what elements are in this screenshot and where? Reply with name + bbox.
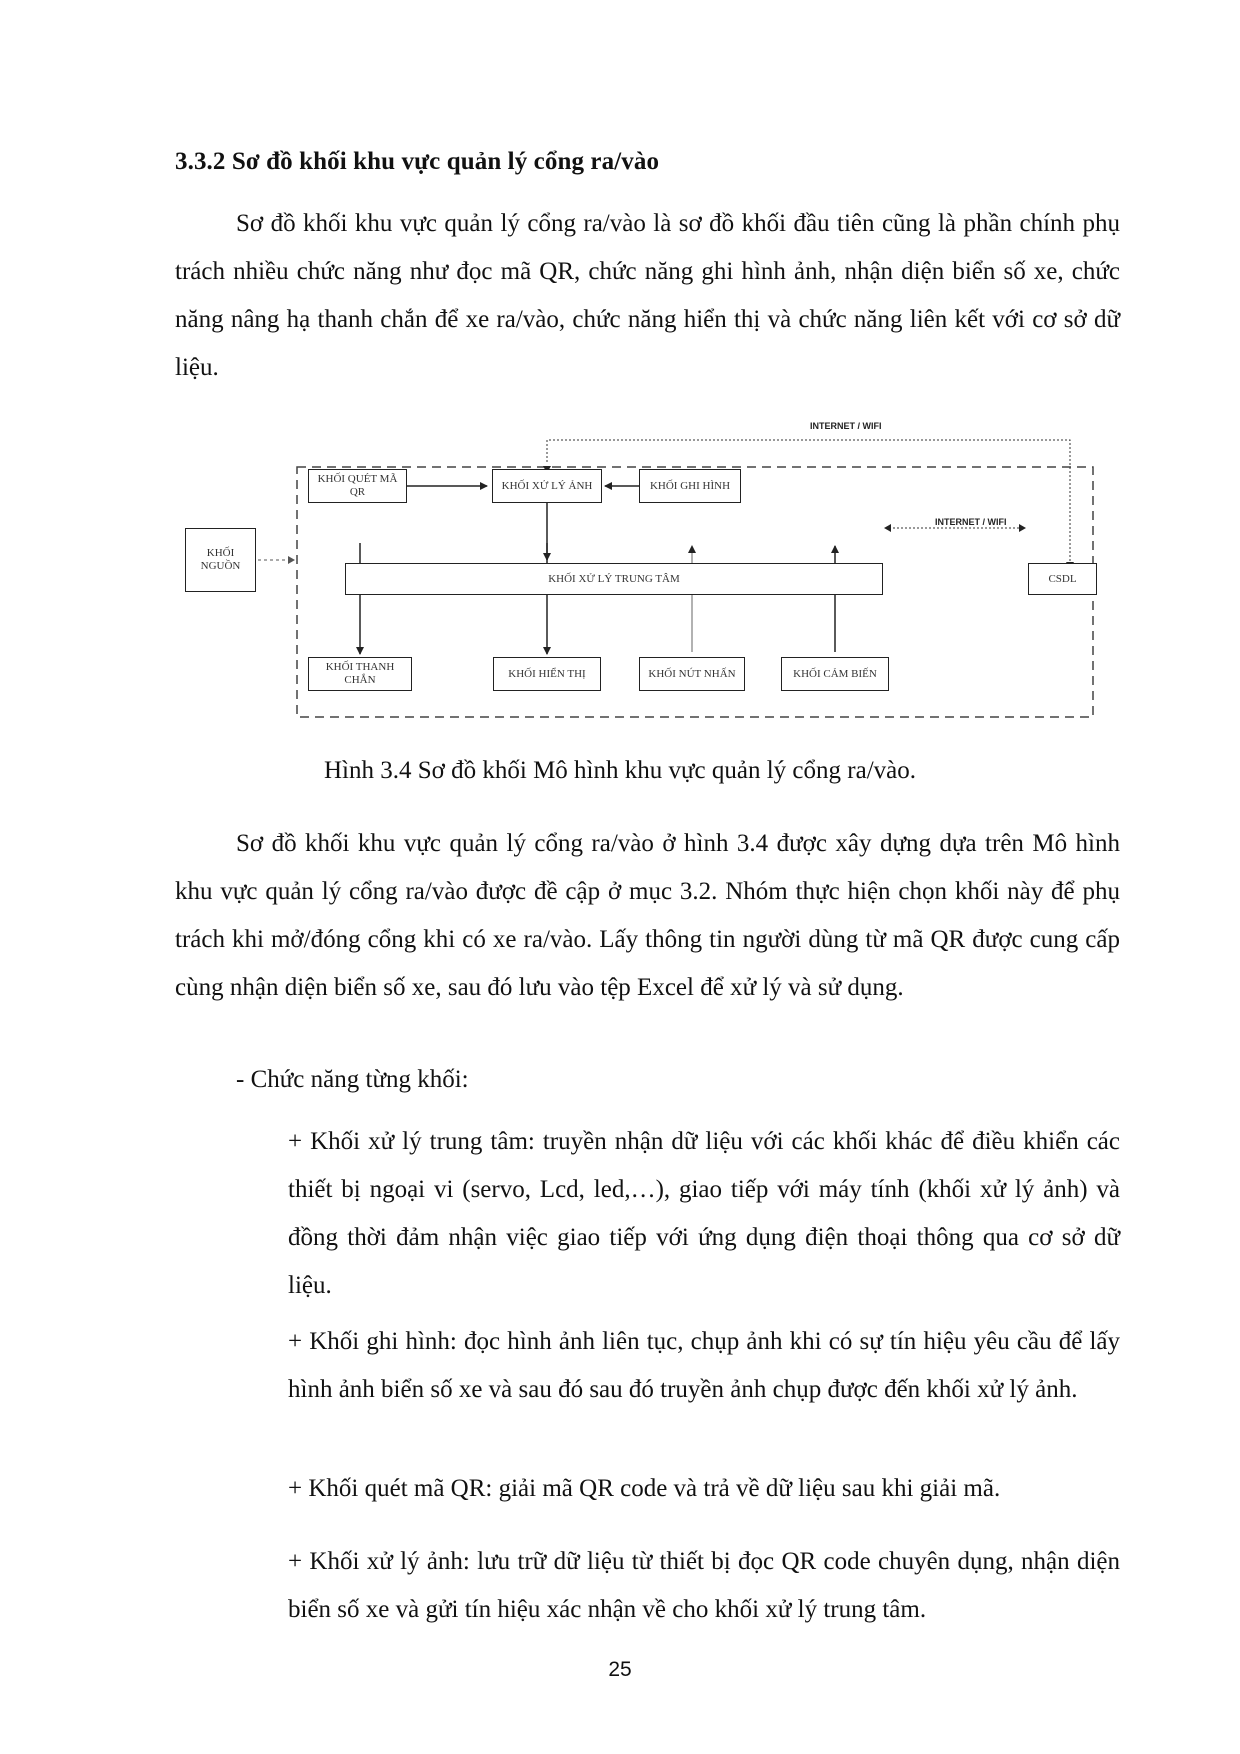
body-paragraph: Sơ đồ khối khu vực quản lý cổng ra/vào ở hình 3.4 được xây dựng dựa trên Mô hình khu vực quản lý cổng ra/vào được đề cập ở mục 3.2. Nhóm thực hiện chọn khối này để phụ trách khi mở/đóng cổng khi có xe ra/vào. Lấy thông tin người dùng từ mã QR được cung cấp cùng nhận diện biển số xe, sau đó lưu vào tệp Excel để xử lý và sử dụng. xyxy=(175,830,1120,1001)
function-item-qr: + Khối quét mã QR: giải mã QR code và trả về dữ liệu sau khi giải mã. xyxy=(288,1475,1001,1502)
display-block: KHỐI HIỂN THỊ xyxy=(493,657,601,691)
sensor-block: KHỐI CẢM BIẾN xyxy=(781,657,889,691)
internet-label-side: INTERNET / WIFI xyxy=(935,517,1007,527)
internet-link-top xyxy=(547,440,1070,563)
camera-block: KHỐI GHI HÌNH xyxy=(639,469,741,503)
power-block xyxy=(185,528,256,592)
button-block: KHỐI NÚT NHẤN xyxy=(639,657,745,691)
function-item-central: + Khối xử lý trung tâm: truyền nhận dữ liệu với các khối khác để điều khiển các thiết bị ngoại vi (servo, Lcd, led,…), giao tiếp với máy tính (khối xử lý ảnh) và đồng thời đảm nhận việc giao tiếp với ứng dụng điện thoại thông qua cơ sở dữ liệu. xyxy=(288,1128,1120,1299)
section-heading: 3.3.2 Sơ đồ khối khu vực quản lý cổng ra/vào xyxy=(175,148,660,175)
power-block-line1: KHỐI xyxy=(206,547,235,559)
power-block-line2: NGUỒN xyxy=(200,560,241,572)
qr-scan-block: KHỐI QUÉT MÃ QR xyxy=(308,469,407,503)
intro-paragraph: Sơ đồ khối khu vực quản lý cổng ra/vào là sơ đồ khối đầu tiên cũng là phần chính phụ trách nhiều chức năng như đọc mã QR, chức năng ghi hình ảnh, nhận diện biển số xe, chức năng nâng hạ thanh chắn để xe ra/vào, chức năng hiển thị và chức năng liên kết với cơ sở dữ liệu. xyxy=(175,210,1120,381)
function-item-image: + Khối xử lý ảnh: lưu trữ dữ liệu từ thiết bị đọc QR code chuyên dụng, nhận diện biển số xe và gửi tín hiệu xác nhận về cho khối xử lý trung tâm. xyxy=(288,1548,1120,1623)
page-number: 25 xyxy=(608,1658,632,1681)
functions-title: - Chức năng từng khối: xyxy=(236,1066,469,1093)
central-processing-block: KHỐI XỬ LÝ TRUNG TÂM xyxy=(345,563,883,595)
barrier-block: KHỐI THANH CHẮN xyxy=(308,657,412,691)
internet-label-top: INTERNET / WIFI xyxy=(810,421,882,431)
function-item-camera: + Khối ghi hình: đọc hình ảnh liên tục, chụp ảnh khi có sự tín hiệu yêu cầu để lấy hình ảnh biển số xe và sau đó sau đó truyền ảnh chụp được đến khối xử lý ảnh. xyxy=(288,1328,1120,1403)
figure-caption: Hình 3.4 Sơ đồ khối Mô hình khu vực quản lý cổng ra/vào. xyxy=(324,757,916,784)
block-diagram xyxy=(170,410,1120,730)
image-processing-block: KHỐI XỬ LÝ ẢNH xyxy=(492,469,602,503)
database-block: CSDL xyxy=(1028,563,1097,595)
